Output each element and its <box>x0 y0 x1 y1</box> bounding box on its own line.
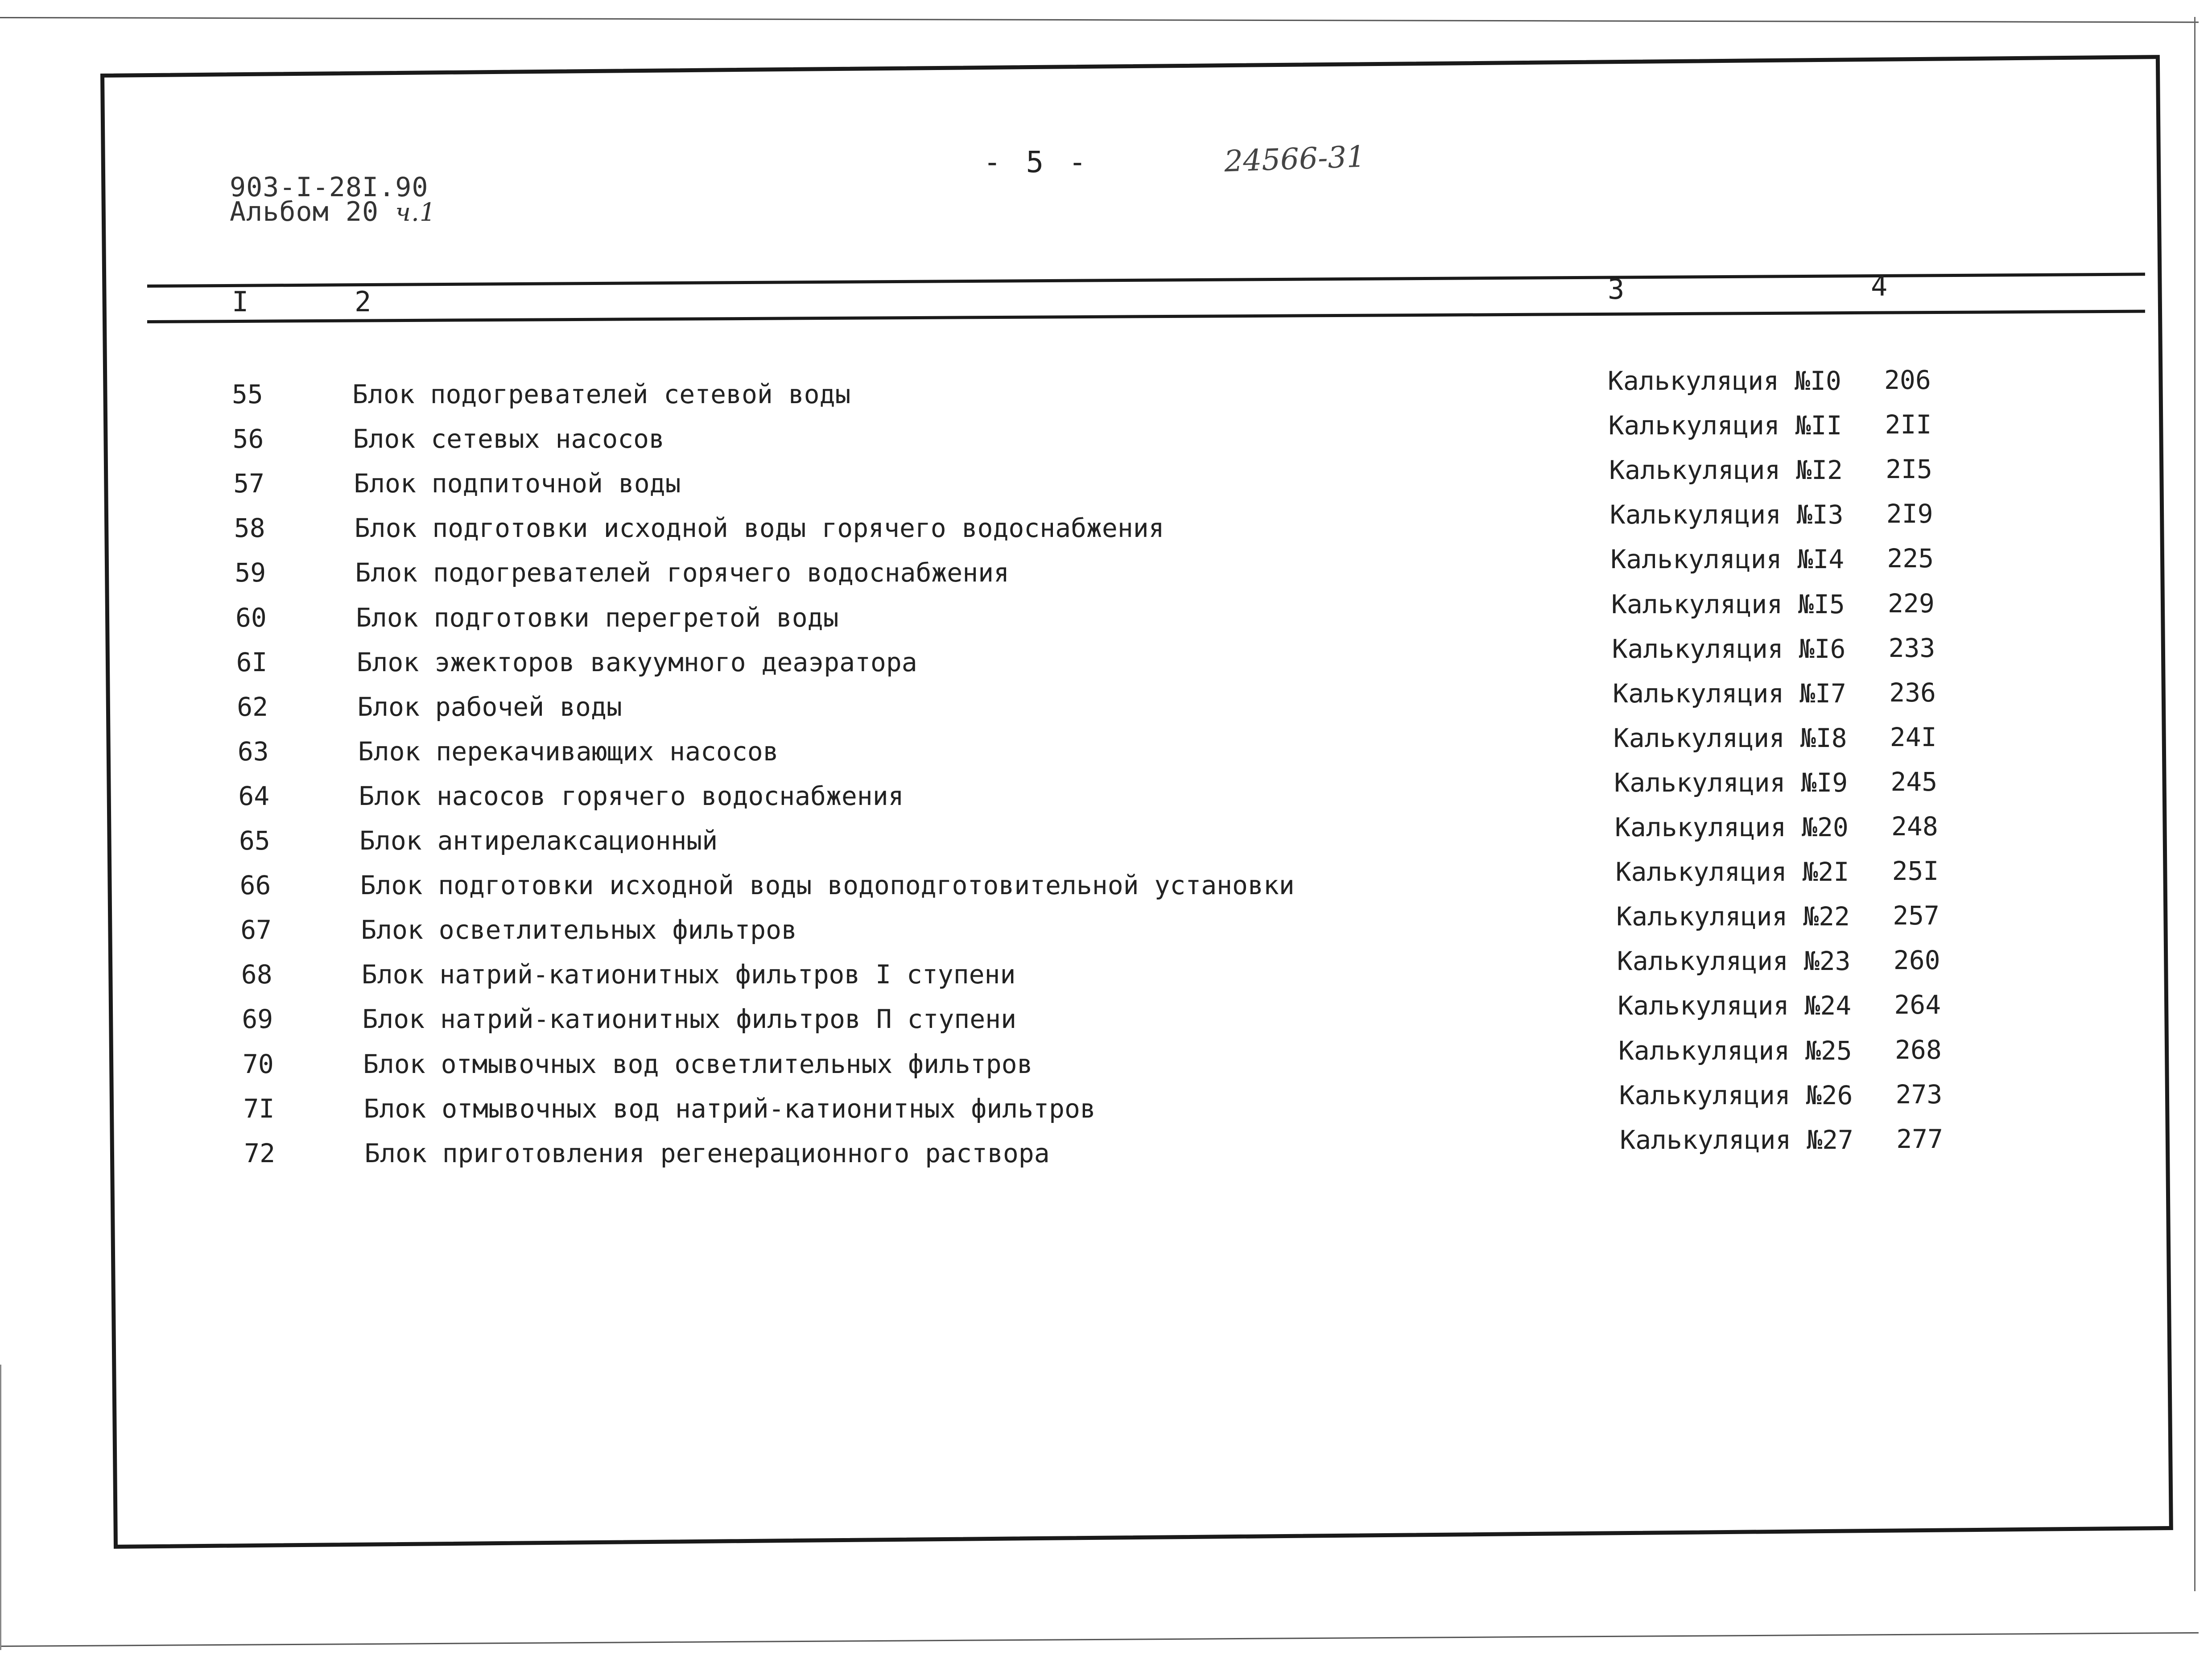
row-name: Блок подогревателей сетевой воды <box>352 379 851 409</box>
row-number: 66 <box>239 870 271 901</box>
row-page: 229 <box>1888 588 1935 619</box>
table-row <box>0 409 2212 459</box>
table-row <box>0 945 2212 995</box>
row-number: 70 <box>243 1048 274 1079</box>
album-label-text: Альбом 20 <box>230 196 379 227</box>
row-name: Блок подогревателей горячего водоснабжения <box>355 557 1009 588</box>
row-page: 2II <box>1885 409 1932 440</box>
row-number: 60 <box>235 602 267 633</box>
sheet-edge-left <box>0 1365 1 1650</box>
row-page: 277 <box>1896 1123 1943 1154</box>
row-calculation: Калькуляция №I3 <box>1609 499 1844 530</box>
row-number: 63 <box>237 736 269 767</box>
row-name: Блок натрий-катионитных фильтров П ступени <box>362 1004 1016 1035</box>
row-calculation: Калькуляция №23 <box>1617 946 1851 977</box>
row-number: 58 <box>234 513 265 544</box>
table-row <box>0 1123 2212 1174</box>
row-calculation: Калькуляция №24 <box>1618 990 1852 1021</box>
album-handwritten-part: ч.1 <box>395 198 436 227</box>
row-number: 6I <box>236 647 268 677</box>
row-page: 257 <box>1893 900 1940 931</box>
handwritten-number: 24566-31 <box>1223 139 1366 179</box>
row-number: 64 <box>238 780 270 811</box>
row-calculation: Калькуляция №20 <box>1615 812 1849 842</box>
row-number: 72 <box>244 1138 276 1168</box>
row-name: Блок подготовки исходной воды водоподготовительной установки <box>360 870 1295 901</box>
row-page: 273 <box>1895 1079 1943 1110</box>
row-calculation: Калькуляция №25 <box>1618 1035 1852 1066</box>
table-row <box>0 990 2212 1040</box>
row-calculation: Калькуляция №I2 <box>1609 455 1843 486</box>
row-name: Блок натрий-катионитных фильтров I ступени <box>361 959 1016 990</box>
row-calculation: Калькуляция №I5 <box>1611 589 1845 619</box>
sheet-edge-bottom <box>0 1632 2199 1647</box>
row-number: 62 <box>237 691 268 722</box>
row-number: 68 <box>241 959 272 990</box>
row-number: 67 <box>240 915 272 945</box>
document-code: 903-I-28I.90 <box>230 172 429 203</box>
row-name: Блок перекачивающих насосов <box>358 736 779 767</box>
row-page: 248 <box>1891 811 1938 842</box>
row-page: 236 <box>1889 677 1936 708</box>
table-row <box>0 632 2212 683</box>
row-calculation: Калькуляция №I9 <box>1614 767 1848 798</box>
row-page: 233 <box>1888 632 1936 663</box>
row-name: Блок сетевых насосов <box>353 424 664 454</box>
row-page: 225 <box>1887 543 1934 574</box>
row-page: 264 <box>1894 990 1941 1020</box>
row-name: Блок подготовки перегретой воды <box>356 602 839 633</box>
table-row <box>0 543 2212 593</box>
row-calculation: Калькуляция №26 <box>1619 1080 1853 1110</box>
row-name: Блок подготовки исходной воды горячего водоснабжения <box>354 513 1164 544</box>
row-calculation: Калькуляция №I4 <box>1610 544 1845 575</box>
album-label <box>230 196 436 227</box>
row-name: Блок подпиточной воды <box>354 468 681 499</box>
row-page: 206 <box>1884 365 1931 395</box>
row-calculation: Калькуляция №2I <box>1615 857 1849 887</box>
row-number: 65 <box>239 825 270 856</box>
row-page: 260 <box>1893 945 1940 976</box>
row-calculation: Калькуляция №II <box>1608 410 1842 441</box>
row-calculation: Калькуляция №I8 <box>1613 722 1847 753</box>
row-calculation: Калькуляция №I7 <box>1613 678 1846 709</box>
table-row <box>0 677 2212 727</box>
row-name: Блок отмывочных вод осветлительных фильтров <box>363 1048 1033 1079</box>
table-row <box>0 811 2212 861</box>
column-header-2: 2 <box>355 285 371 318</box>
row-number: 57 <box>233 468 265 499</box>
table-row <box>0 722 2212 772</box>
page-number: - 5 - <box>983 145 1090 179</box>
row-name: Блок эжекторов вакуумного деаэратора <box>356 647 917 677</box>
row-name: Блок насосов горячего водоснабжения <box>359 780 904 811</box>
row-calculation: Калькуляция №27 <box>1620 1124 1853 1155</box>
column-header-3: 3 <box>1608 273 1625 305</box>
column-header-1: I <box>232 285 249 318</box>
table-row <box>0 1079 2212 1129</box>
table-row <box>0 454 2212 504</box>
row-page: 2I9 <box>1886 499 1933 529</box>
row-page: 245 <box>1890 766 1938 797</box>
row-page: 24I <box>1890 722 1937 752</box>
row-number: 55 <box>232 379 263 409</box>
table-row <box>0 365 2212 415</box>
row-page: 25I <box>1892 856 1939 887</box>
row-number: 56 <box>232 424 264 454</box>
table-row <box>0 766 2212 817</box>
row-calculation: Калькуляция №I6 <box>1612 633 1846 664</box>
table-row <box>0 499 2212 549</box>
row-page: 2I5 <box>1886 454 1932 485</box>
row-name: Блок рабочей воды <box>357 691 622 722</box>
table-row <box>0 588 2212 638</box>
table-row <box>0 856 2212 906</box>
table-row <box>0 900 2212 950</box>
row-name: Блок антирелаксационный <box>359 825 718 856</box>
table-row <box>0 1034 2212 1085</box>
row-number: 59 <box>235 557 266 588</box>
row-name: Блок отмывочных вод натрий-катионитных фильтров <box>363 1093 1096 1124</box>
row-page: 268 <box>1895 1034 1942 1065</box>
row-number: 69 <box>242 1004 273 1035</box>
row-calculation: Калькуляция №I0 <box>1608 366 1841 396</box>
row-calculation: Калькуляция №22 <box>1616 901 1850 932</box>
row-number: 7I <box>243 1093 275 1124</box>
row-name: Блок приготовления регенерационного раствора <box>364 1138 1050 1168</box>
sheet-edge-top <box>0 17 2199 23</box>
column-header-4: 4 <box>1871 270 1888 302</box>
row-name: Блок осветлительных фильтров <box>361 915 797 945</box>
